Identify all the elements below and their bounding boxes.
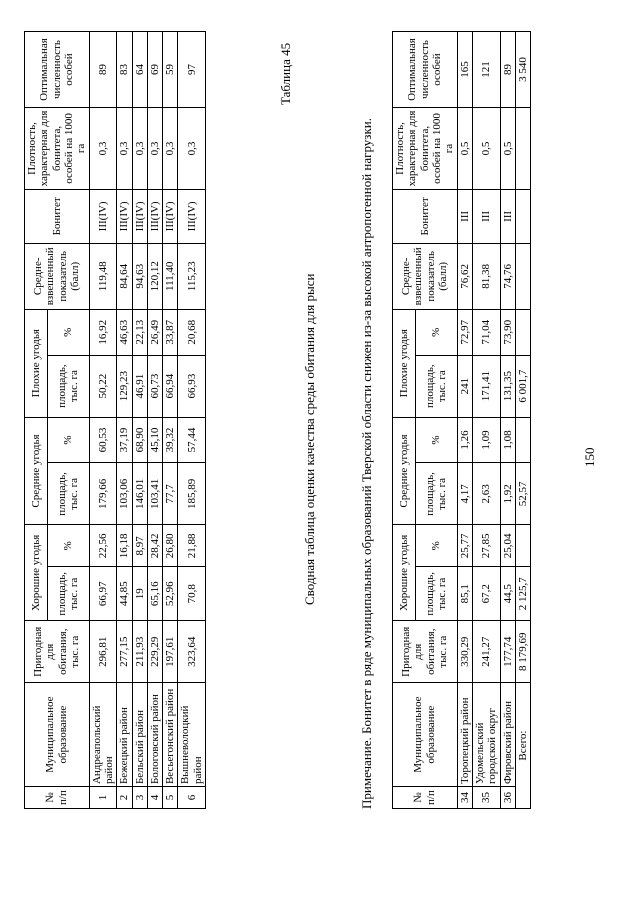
- table-note: Примечание. Бонитет в ряде муниципальных образований Тверской области снижен из-за высокой антропогенной нагрузки.: [359, 118, 374, 809]
- table-number: Таблица 45: [278, 42, 293, 105]
- table-cell: 211,93: [132, 621, 147, 683]
- table-cell: 67,2: [472, 567, 500, 621]
- col-medium-area: площадь, тыс. га: [416, 463, 458, 525]
- table-cell: Удомельский городской округ: [472, 683, 500, 787]
- total-poor-area: 6 001,7: [515, 355, 530, 417]
- col-density: Плотность, характерная для бонитета, особей на 1000 га: [25, 108, 90, 190]
- table-cell: III(IV): [178, 189, 206, 243]
- table-cell: 0,5: [472, 108, 500, 190]
- table-cell: 46,91: [132, 355, 147, 417]
- table-cell: 0,3: [147, 108, 162, 190]
- table-cell: 50,22: [89, 355, 117, 417]
- table-cell: 16,92: [89, 309, 117, 355]
- table-cell: 177,74: [500, 621, 515, 683]
- table-cell: 20,68: [178, 309, 206, 355]
- total-good-area: 2 125,7: [515, 567, 530, 621]
- table-cell: 4,17: [457, 463, 472, 525]
- table-cell: 26,80: [163, 525, 178, 567]
- table-cell: 22,56: [89, 525, 117, 567]
- col-weighted: Средне-взвешенный показатель (балл): [25, 243, 90, 309]
- col-good-area: площадь, тыс. га: [48, 567, 90, 621]
- table-cell: 83: [117, 32, 132, 108]
- table-cell: 1: [89, 787, 117, 809]
- table-cell: 33,87: [163, 309, 178, 355]
- col-good: Хорошие угодья: [393, 525, 416, 621]
- col-optimal: Оптимальная численность особей: [393, 32, 458, 108]
- table-cell: 241: [457, 355, 472, 417]
- table-cell: III(IV): [147, 189, 162, 243]
- table-cell: 197,61: [163, 621, 178, 683]
- table-cell: 21,88: [178, 525, 206, 567]
- table-cell: 27,85: [472, 525, 500, 567]
- total-row: [515, 32, 530, 809]
- table-cell: 111,40: [163, 243, 178, 309]
- table-cell: 72,97: [457, 309, 472, 355]
- table-cell: 71,04: [472, 309, 500, 355]
- col-mo: Муниципальное образование: [393, 683, 458, 787]
- table-body: [89, 32, 206, 809]
- table-cell: 323,64: [178, 621, 206, 683]
- table-cell: 39,32: [163, 417, 178, 463]
- table-cell: 74,76: [500, 243, 515, 309]
- table-row: [178, 32, 206, 809]
- table-row: [132, 32, 147, 809]
- table-cell: 146,01: [132, 463, 147, 525]
- col-suitable: Пригодная для обитания, тыс. га: [25, 621, 90, 683]
- table-cell: 296,81: [89, 621, 117, 683]
- table-cell: 97: [178, 32, 206, 108]
- table-cell: 0,3: [117, 108, 132, 190]
- col-good-pct: %: [416, 525, 458, 567]
- table-cell: 36: [500, 787, 515, 809]
- col-suitable: Пригодная для обитания, тыс. га: [393, 621, 458, 683]
- table-cell: 44,85: [117, 567, 132, 621]
- table-cell: III(IV): [89, 189, 117, 243]
- table-cell: 26,49: [147, 309, 162, 355]
- table-cell: 165: [457, 32, 472, 108]
- table-cell: 64: [132, 32, 147, 108]
- table-cell: 44,5: [500, 567, 515, 621]
- col-good-pct: %: [48, 525, 90, 567]
- table-continuation: [392, 31, 531, 809]
- table-cell: [515, 309, 530, 355]
- table-cell: 103,06: [117, 463, 132, 525]
- col-medium: Средние угодья: [393, 417, 416, 525]
- table-cell: 5: [163, 787, 178, 809]
- table-cell: 2: [117, 787, 132, 809]
- table-cell: 34: [457, 787, 472, 809]
- table-cell: 25,04: [500, 525, 515, 567]
- col-mo: Муниципальное образование: [25, 683, 90, 787]
- table-cell: 25,77: [457, 525, 472, 567]
- table-row: [89, 32, 117, 809]
- col-medium: Средние угодья: [25, 417, 48, 525]
- table-cell: 19: [132, 567, 147, 621]
- col-num: № п/п: [25, 787, 90, 809]
- col-good-area: площадь, тыс. га: [416, 567, 458, 621]
- table-row: [147, 32, 162, 809]
- table-cell: 70,8: [178, 567, 206, 621]
- table-cell: 1,08: [500, 417, 515, 463]
- col-poor-pct: %: [48, 309, 90, 355]
- col-poor-pct: %: [416, 309, 458, 355]
- col-poor-area: площадь, тыс. га: [48, 355, 90, 417]
- table-cell: Торопецкий район: [457, 683, 472, 787]
- table-cell: 37,19: [117, 417, 132, 463]
- table-cell: 22,13: [132, 309, 147, 355]
- table-row: [500, 32, 515, 809]
- table-cell: III: [500, 189, 515, 243]
- col-poor-area: площадь, тыс. га: [416, 355, 458, 417]
- table-cell: III(IV): [132, 189, 147, 243]
- table-cell: 45,10: [147, 417, 162, 463]
- table-cell: 0,5: [457, 108, 472, 190]
- table-cell: 179,66: [89, 463, 117, 525]
- table-cell: 277,15: [117, 621, 132, 683]
- table-header: [393, 32, 458, 809]
- col-poor: Плохие угодья: [25, 309, 48, 417]
- total-suitable: 8 179,69: [515, 621, 530, 683]
- table-cell: 3: [132, 787, 147, 809]
- table-cell: 16,18: [117, 525, 132, 567]
- table-cell: 94,63: [132, 243, 147, 309]
- table-cell: 77,7: [163, 463, 178, 525]
- table-cell: 115,23: [178, 243, 206, 309]
- table-cell: 66,97: [89, 567, 117, 621]
- table-cell: 28,42: [147, 525, 162, 567]
- table-cell: 131,35: [500, 355, 515, 417]
- table-cell: 120,12: [147, 243, 162, 309]
- table-cell: 129,23: [117, 355, 132, 417]
- table-cell: 81,38: [472, 243, 500, 309]
- col-bonitet: Бонитет: [25, 189, 90, 243]
- col-medium-pct: %: [48, 417, 90, 463]
- table-cell: 103,41: [147, 463, 162, 525]
- col-weighted: Средне-взвешенный показатель (балл): [393, 243, 458, 309]
- table-cell: 229,29: [147, 621, 162, 683]
- table-cell: 1,09: [472, 417, 500, 463]
- table-cell: Бологовский район: [147, 683, 162, 787]
- total-medium-area: 52,57: [515, 463, 530, 525]
- table-cell: [515, 189, 530, 243]
- table-cell: [515, 525, 530, 567]
- table-cell: 6: [178, 787, 206, 809]
- table-cell: 60,73: [147, 355, 162, 417]
- table-cell: 76,62: [457, 243, 472, 309]
- table-cell: 0,3: [178, 108, 206, 190]
- col-optimal: Оптимальная численность особей: [25, 32, 90, 108]
- col-poor: Плохие угодья: [393, 309, 416, 417]
- table-cell: 59: [163, 32, 178, 108]
- table-cell: III: [472, 189, 500, 243]
- table-cell: 1,26: [457, 417, 472, 463]
- table-cell: 119,48: [89, 243, 117, 309]
- col-medium-area: площадь, тыс. га: [48, 463, 90, 525]
- col-good: Хорошие угодья: [25, 525, 48, 621]
- table-cell: Бельский район: [132, 683, 147, 787]
- table-row: [457, 32, 472, 809]
- table-cell: 69: [147, 32, 162, 108]
- table-cell: Андреапольский район: [89, 683, 117, 787]
- table-cell: 171,41: [472, 355, 500, 417]
- table-cell: 185,89: [178, 463, 206, 525]
- total-label: Всего:: [515, 683, 530, 809]
- table-cell: Весьегонский район: [163, 683, 178, 787]
- table-cell: 52,96: [163, 567, 178, 621]
- table-cell: 4: [147, 787, 162, 809]
- table-cell: [515, 243, 530, 309]
- table-cell: 89: [500, 32, 515, 108]
- table-cell: Бежецкий район: [117, 683, 132, 787]
- table-cell: 0,5: [500, 108, 515, 190]
- table-cell: 68,90: [132, 417, 147, 463]
- table-cell: 73,90: [500, 309, 515, 355]
- table-cell: 89: [89, 32, 117, 108]
- table-cell: 121: [472, 32, 500, 108]
- table-cell: [515, 417, 530, 463]
- table-cell: 84,64: [117, 243, 132, 309]
- table-cell: III(IV): [163, 189, 178, 243]
- table-cell: 66,94: [163, 355, 178, 417]
- table-45: [24, 31, 206, 809]
- total-optimal: 3 540: [515, 32, 530, 108]
- table-cell: III: [457, 189, 472, 243]
- table-cell: 85,1: [457, 567, 472, 621]
- col-density: Плотность, характерная для бонитета, особей на 1000 га: [393, 108, 458, 190]
- table-body: [457, 32, 531, 809]
- table-cell: 0,3: [132, 108, 147, 190]
- table-cell: 60,53: [89, 417, 117, 463]
- table-cell: 330,29: [457, 621, 472, 683]
- table-cell: 35: [472, 787, 500, 809]
- col-bonitet: Бонитет: [393, 189, 458, 243]
- table-cell: 0,3: [163, 108, 178, 190]
- table-row: [472, 32, 500, 809]
- table-cell: 46,63: [117, 309, 132, 355]
- table-cell: 8,97: [132, 525, 147, 567]
- table-row: [117, 32, 132, 809]
- table-cell: 2,63: [472, 463, 500, 525]
- table-cell: 241,27: [472, 621, 500, 683]
- table-cell: 65,16: [147, 567, 162, 621]
- table-cell: Фировский район: [500, 683, 515, 787]
- table-cell: 66,93: [178, 355, 206, 417]
- table-cell: 1,92: [500, 463, 515, 525]
- col-num: № п/п: [393, 787, 458, 809]
- table-cell: 0,3: [89, 108, 117, 190]
- table-cell: III(IV): [117, 189, 132, 243]
- table-caption: Сводная таблица оценки качества среды обитания для рыси: [302, 273, 317, 605]
- table-cell: 57,44: [178, 417, 206, 463]
- table-header: [25, 32, 90, 809]
- table-cell: [515, 108, 530, 190]
- table-cell: Вышневолоцкий район: [178, 683, 206, 787]
- page-number: 150: [582, 447, 597, 467]
- table-row: [163, 32, 178, 809]
- col-medium-pct: %: [416, 417, 458, 463]
